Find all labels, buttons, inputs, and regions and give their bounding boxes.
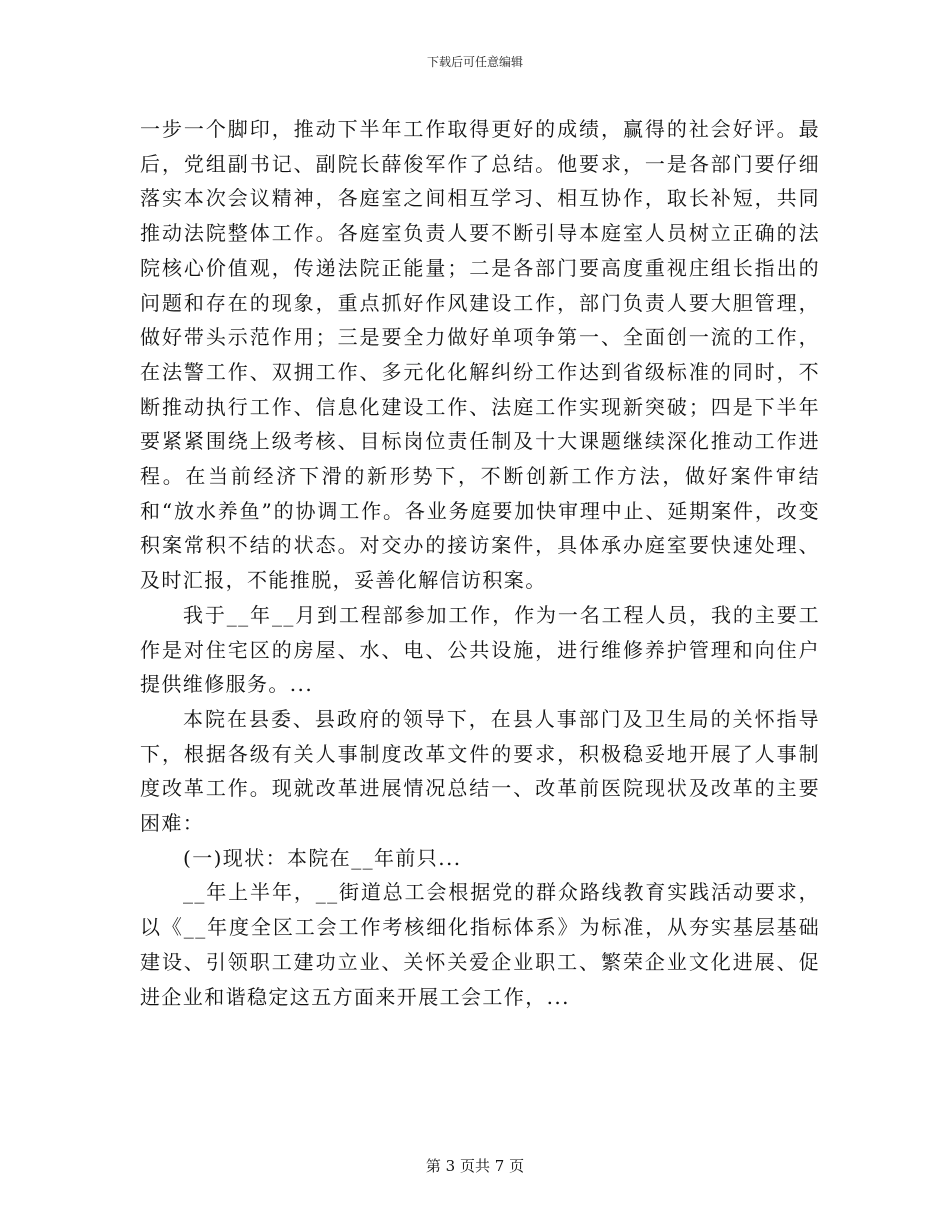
paragraph-2: 我于__年__月到工程部参加工作，作为一名工程人员，我的主要工作是对住宅区的房屋、水、电、公共设施，进行维修养护管理和向住户提供维修服务。... bbox=[140, 602, 820, 697]
paragraph-5: __年上半年，__街道总工会根据党的群众路线教育实践活动要求，以《__年度全区工会工作考核细化指标体系》为标准，从夯实基层基础建设、引领职工建功立业、关怀关爱企业职工、繁荣企业文化进展、促进企业和谐稳定这五方面来开展工会工作，... bbox=[140, 880, 820, 1009]
document-body bbox=[140, 112, 820, 1014]
paragraph-1: 一步一个脚印，推动下半年工作取得更好的成绩，赢得的社会好评。最后，党组副书记、副院长薛俊军作了总结。他要求，一是各部门要仔细落实本次会议精神，各庭室之间相互学习、相互协作，取长补短，共同推动法院整体工作。各庭室负责人要不断引导本庭室人员树立正确的法院核心价值观，传递法院正能量；二是各部门要高度重视庄组长指出的问题和存在的现象，重点抓好作风建设工作，部门负责人要大胆管理，做好带头示范作用；三是要全力做好单项争第一、全面创一流的工作，在法警工作、双拥工作、多元化化解纠纷工作达到省级标准的同时，不断推动执行工作、信息化建设工作、法庭工作实现新突破；四是下半年要紧紧围绕上级考核、目标岗位责任制及十大课题继续深化推动工作进程。在当前经济下滑的新形势下，不断创新工作方法，做好案件审结和“放水养鱼”的协调工作。各业务庭要加快审理中止、延期案件，改变积案常积不结的状态。对交办的接访案件，具体承办庭室要快速处理、及时汇报，不能推脱，妥善化解信访积案。 bbox=[140, 117, 820, 593]
page-number: 第 3 页共 7 页 bbox=[425, 1157, 525, 1175]
paragraph-3: 本院在县委、县政府的领导下，在县人事部门及卫生局的关怀指导下，根据各级有关人事制度改革文件的要求，积极稳妥地开展了人事制度改革工作。现就改革进展情况总结一、改革前医院现状及改革的主要困难： bbox=[140, 706, 820, 836]
paragraph-4: (一)现状：本院在__年前只... bbox=[183, 845, 462, 870]
page-header: 下载后可任意编辑 bbox=[426, 55, 523, 69]
